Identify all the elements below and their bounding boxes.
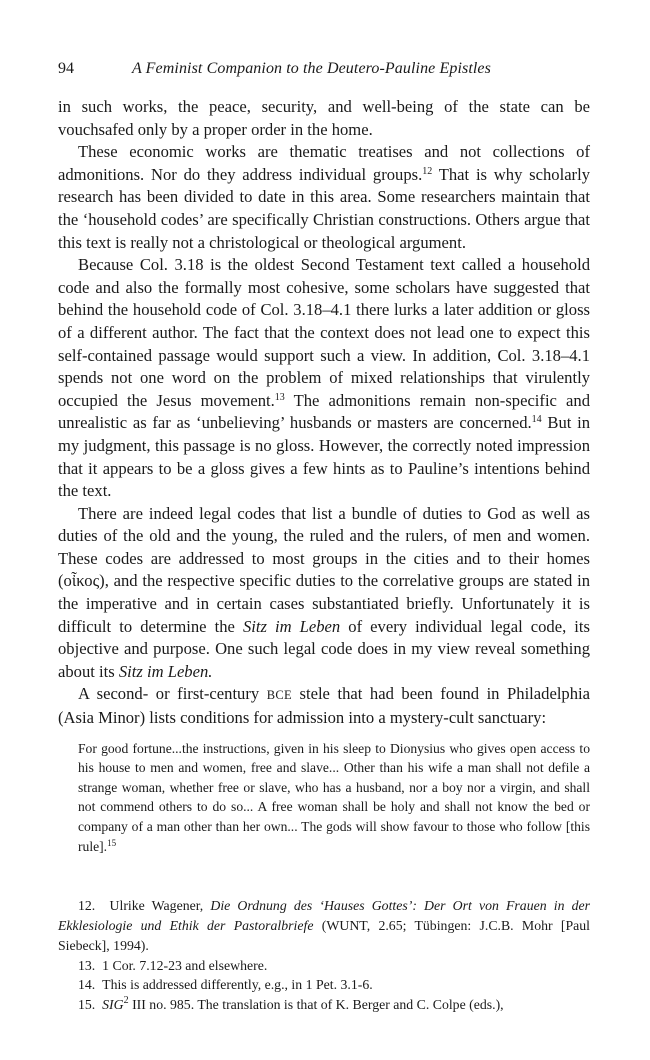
footnote-ref-14[interactable]: 14 — [531, 414, 542, 426]
small-caps-era: BCE — [266, 688, 292, 703]
paragraph-text: stele that had been found in Philadelphia (Asia Minor) lists conditions for admission into a mystery-cult sanctuary: — [58, 684, 590, 728]
footnote-text: (WUNT, 2.65; Tübingen: J.C.B. Mohr [Paul Siebeck], 1994). — [58, 917, 591, 953]
footnote-superscript: 2 — [123, 995, 129, 1007]
footnote-14 — [58, 975, 590, 995]
paragraph-text: Because Col. 3.18 is the oldest Second Testament text called a household code and also the formally most cohesive, some scholars have suggested that behind the household code of Col. 3.18–4.1 there lurks a later addition or gloss of a different author. The fact that the context does not lead one to expect this self-contained passage would support such a view. In addition, Col. 3.18–4.1 spends not one word on the problem of mixed relationships that virulently occupied the Jesus movement. — [58, 255, 590, 410]
footnote-number: 15. — [78, 997, 96, 1013]
paragraph-1 — [58, 96, 590, 141]
footnote-number: 12. — [78, 898, 96, 914]
italic-term: Sitz im Leben. — [118, 661, 213, 681]
page-number: 94 — [58, 60, 74, 77]
paragraph-text: ), and the respective specific duties to the correlative groups are stated in the imperative and in certain cases substantiated briefly. Unfortunately it is difficult to determine the — [58, 571, 590, 636]
document-page — [58, 58, 590, 1015]
footnote-text: 13. 1 Cor. 7.12-23 and elsewhere. — [78, 957, 268, 973]
paragraph-text: in such works, the peace, security, and well-being of the state can be vouchsafed only by a proper order in the home. — [58, 97, 590, 139]
footnote-12 — [58, 896, 590, 955]
paragraph-4 — [58, 503, 590, 684]
paragraph-text: These economic works are thematic treatises and not collections of admonitions. Nor do they address individual groups. — [58, 142, 590, 184]
footnote-text: 14. This is addressed differently, e.g., in 1 Pet. 3.1-6. — [78, 977, 373, 993]
running-title: A Feminist Companion to the Deutero-Pauline Epistles — [132, 60, 491, 77]
paragraph-text: But in my judgment, this passage is no gloss. However, the correctly noted impression that it appears to be a gloss gives a few hints as to Pauline’s intentions behind the text. — [58, 413, 590, 501]
paragraph-text: A second- or first-century — [78, 684, 267, 704]
greek-term: οἶκος — [63, 571, 100, 591]
paragraph-text: There are indeed legal codes that list a bundle of duties to God as well as duties of the old and the young, the ruled and the rulers, of men and women. These codes are addressed to most groups in the cities and to their homes ( — [58, 503, 590, 591]
paragraph-2 — [58, 141, 590, 254]
footnote-ref-15[interactable]: 15 — [107, 837, 117, 848]
paragraph-text: of every individual legal code, its objective and purpose. One such legal code does in my view reveal something about its — [58, 616, 590, 681]
paragraph-3 — [58, 254, 590, 503]
quote-text: For good fortune...the instructions, given in his sleep to Dionysius who gives open access to his house to men and women, free and slave... Other than his wife a man shall not defile a strange woman, whether free or slave, who has a husband, nor a boy nor a virgin, and shall not commend others to do so... A free woman shall be holy and shall not know the bed or company of a man other than her own... The gods will show favour to those who follow [this rule]. — [78, 740, 590, 854]
footnote-15 — [58, 995, 590, 1015]
footnotes — [58, 896, 590, 1015]
block-quote — [78, 739, 590, 857]
footnote-ref-13[interactable]: 13 — [274, 391, 285, 403]
footnote-ref-12[interactable]: 12 — [422, 165, 433, 177]
paragraph-text: That is why scholarly research has been divided to date in this area. Some researchers maintain that the ‘household codes’ are specifically Christian constructions. Others argue that this text is really not a christological or theological argument. — [58, 164, 590, 252]
italic-term: Sitz im Leben — [242, 616, 341, 636]
footnote-text: III no. 985. The translation is that of K. Berger and C. Colpe (eds.), — [128, 997, 504, 1013]
running-head — [58, 58, 590, 80]
paragraph-text: The admonitions remain non-specific and unrealistic as far as ‘unbelieving’ husbands or masters are concerned. — [58, 390, 591, 433]
paragraph-5 — [58, 683, 590, 729]
footnote-text: Ulrike Wagener, — [109, 898, 211, 914]
footnote-book-title: Die Ordnung des ‘Hauses Gottes’: Der Ort von Frauen in der Ekklesiologie und Ethik der Pastoralbriefe — [58, 898, 590, 933]
footnote-13 — [58, 956, 590, 976]
body-text — [58, 96, 590, 730]
footnote-abbrev: SIG — [102, 997, 124, 1013]
